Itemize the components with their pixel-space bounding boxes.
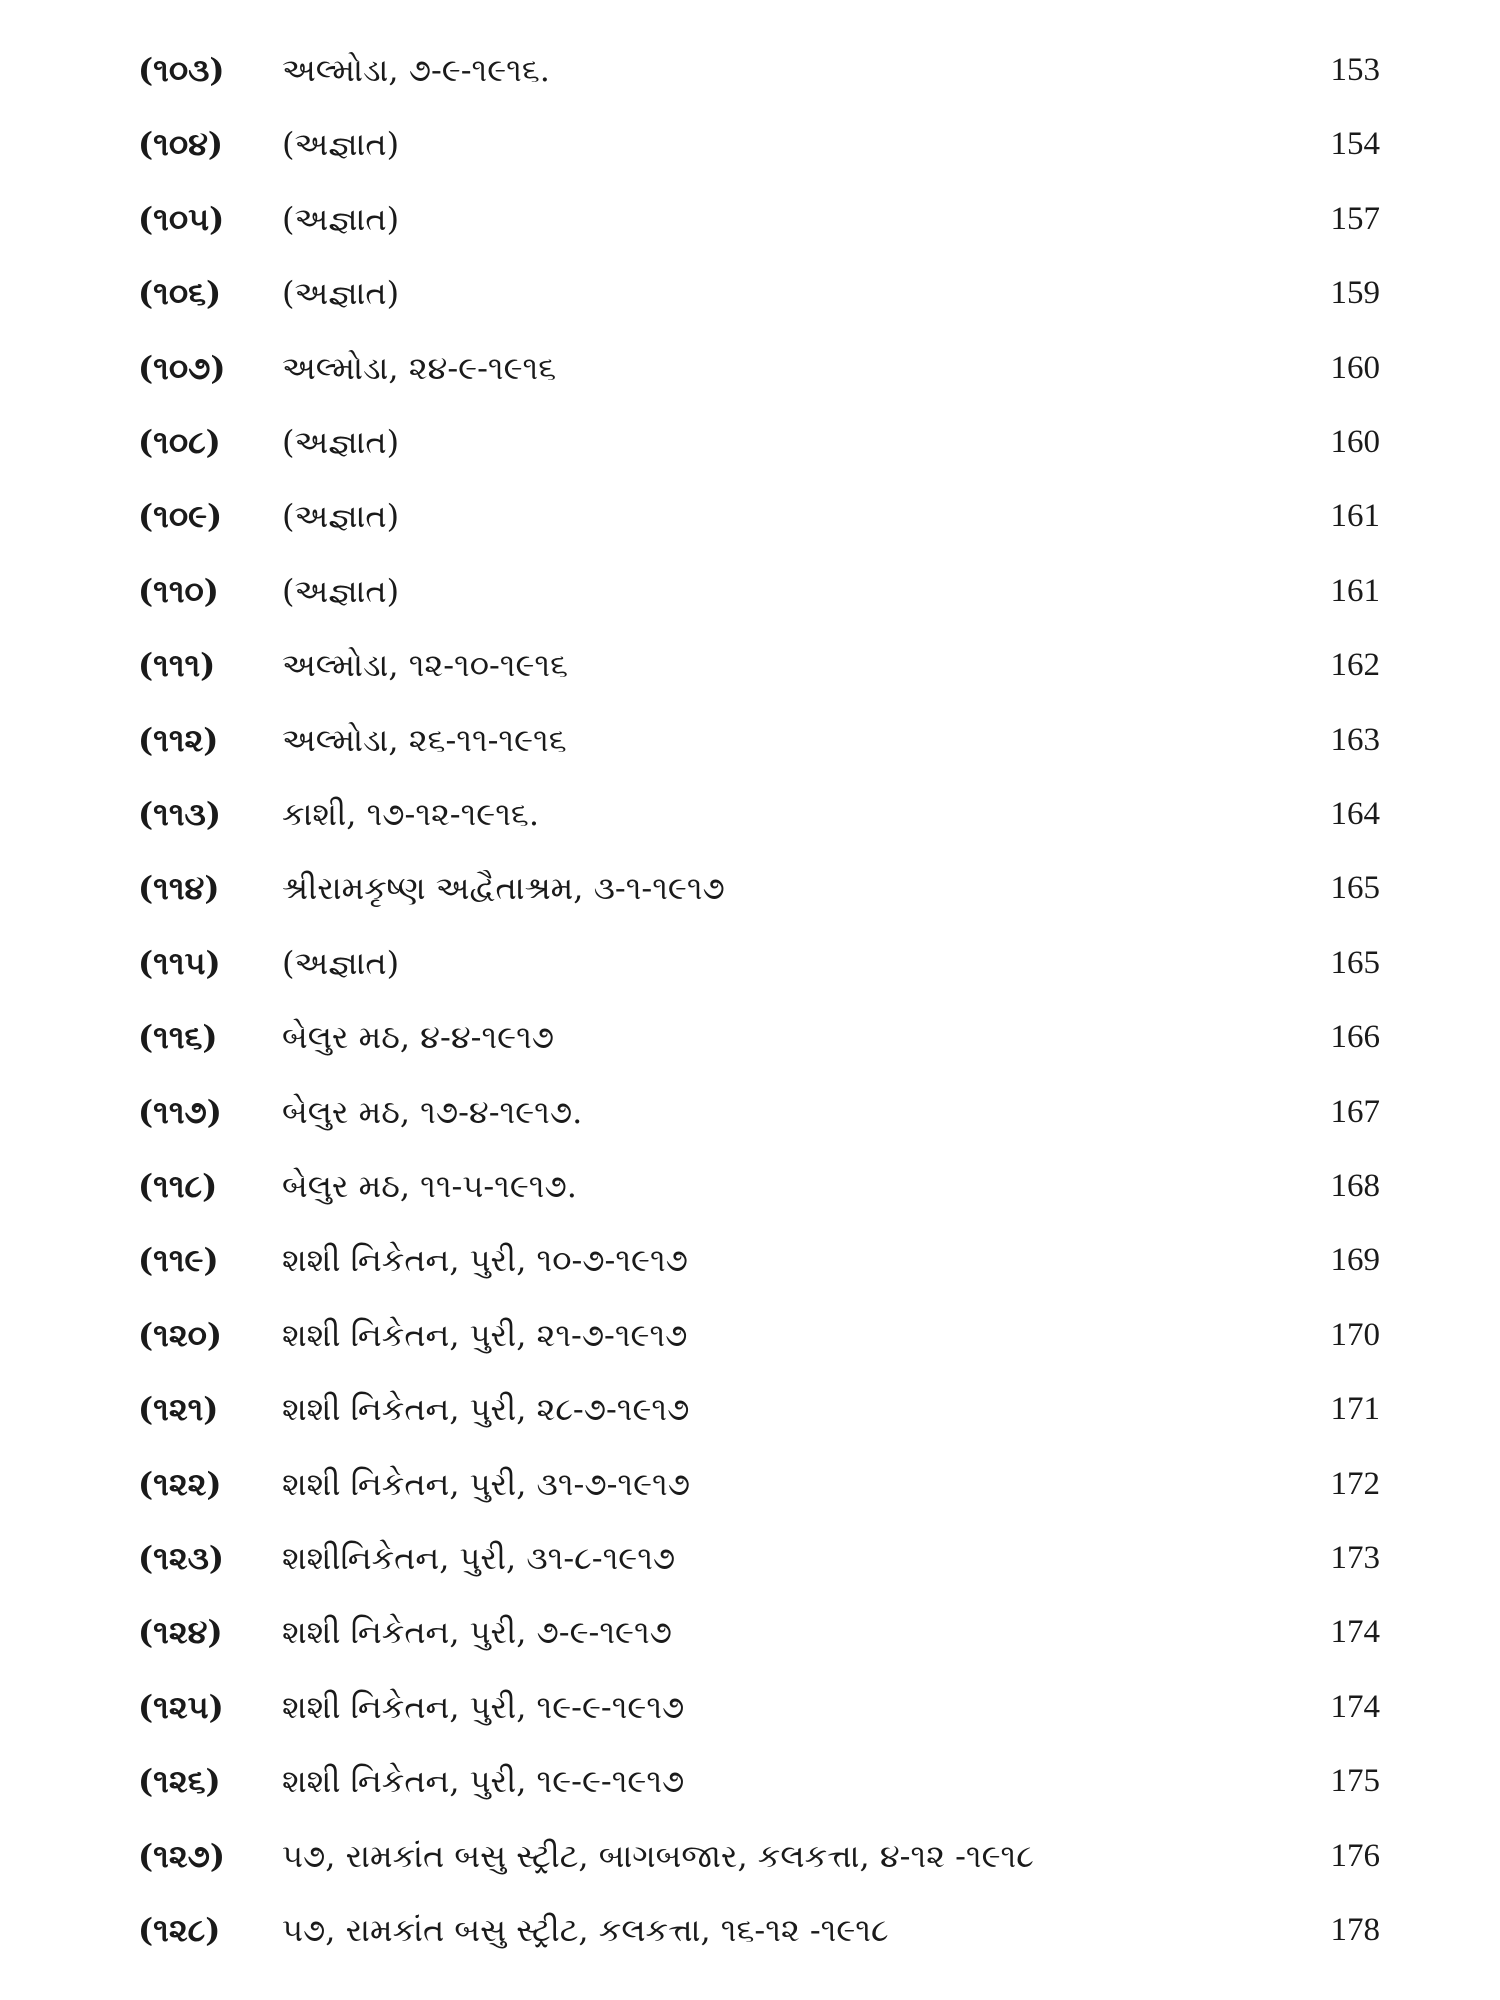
entry-title-wrap [282,858,1320,918]
dot-leader [587,1156,1310,1216]
entry-title: શશી નિકેતન, પુરી, ૭-૯-૧૯૧૭ [282,1613,672,1652]
dot-leader [735,858,1310,918]
entry-number: (૧૨૪) [138,1613,223,1652]
dot-leader [566,338,1310,398]
entry-page-number: 166 [1330,1019,1380,1056]
dot-leader [409,263,1310,323]
dot-leader [697,1305,1310,1365]
entry-title: અલ્મોડા, ૧૨-૧૦-૧૯૧૬ [282,646,569,685]
toc-entry [0,486,1500,546]
entry-page-number: 175 [1330,1763,1380,1800]
entry-number: (૧૧૯) [138,1241,219,1280]
toc-entry [0,1900,1500,1960]
entry-title: અલ્મોડા, ૨૬-૧૧-૧૯૧૬ [282,720,567,759]
dot-leader [682,1602,1310,1662]
entry-title: શ્રીરામકૃષ્ણ અદ્વૈતાશ્રમ, ૩-૧-૧૯૧૭ [282,869,725,908]
entry-title-wrap [282,1156,1320,1216]
entry-page-number: 165 [1330,870,1380,907]
dot-leader [694,1677,1310,1737]
dot-leader [549,784,1310,844]
toc-entry [0,263,1500,323]
entry-title: બેલુર મઠ, ૧૧-૫-૧૯૧૭. [282,1167,577,1205]
dot-leader [577,710,1310,770]
entry-page-number: 172 [1330,1465,1380,1502]
dot-leader [560,40,1310,100]
entry-title: ૫૭, રામકાંત બસુ સ્ટ્રીટ, બાગબજાર, કલકત્તા, ૪-૧૨ -૧૯૧૮ [282,1836,1034,1875]
entry-page-number: 161 [1330,572,1380,609]
entry-title: અલ્મોડા, ૨૪-૯-૧૯૧૬ [282,348,557,387]
toc-entry [0,561,1500,621]
entry-page-number: 153 [1330,52,1380,88]
entry-page-number: 170 [1330,1316,1380,1353]
toc-entry [0,40,1500,100]
entry-title-wrap [282,40,1320,100]
toc-entry [0,1379,1500,1439]
entry-title-wrap [282,486,1320,546]
entry-number: (૧૧૩) [138,795,221,833]
entry-title-wrap [282,784,1320,844]
entry-number: (૧૨૫) [138,1687,224,1726]
entry-title-wrap [282,1379,1320,1439]
dot-leader [409,486,1310,546]
entry-title: (અજ્ઞાત) [282,274,400,313]
entry-title-wrap [282,561,1320,621]
entry-number: (૧૦૭) [138,348,226,387]
entry-number: (૧૦૬) [138,274,222,313]
dot-leader [409,114,1310,174]
entry-title-wrap [282,1826,1320,1886]
toc-entry [0,1826,1500,1886]
entry-title: શશી નિકેતન, પુરી, ૧૯-૯-૧૯૧૭ [282,1687,685,1726]
entry-page-number: 167 [1330,1093,1380,1130]
toc-entry [0,338,1500,398]
dot-leader [592,1082,1310,1142]
entry-title: શશી નિકેતન, પુરી, ૨૧-૭-૧૯૧૭ [282,1315,688,1354]
entry-number: (૧૧૬) [138,1018,218,1057]
dot-leader [578,635,1310,695]
entry-page-number: 174 [1330,1688,1380,1725]
toc-entry [0,784,1500,844]
entry-title: (અજ્ઞાત) [282,497,400,536]
toc-entry [0,1454,1500,1514]
entry-title-wrap [282,1751,1320,1811]
dot-leader [409,561,1310,621]
entry-title-wrap [282,412,1320,472]
entry-number: (૧૦૫) [138,199,225,238]
entry-title: શશીનિકેતન, પુરી, ૩૧-૮-૧૯૧૭ [282,1539,676,1577]
entry-title-wrap [282,710,1320,770]
entry-number: (૧૧૦) [138,571,219,610]
entry-page-number: 171 [1330,1391,1380,1428]
entry-number: (૧૨૩) [138,1539,225,1577]
toc-entry [0,1230,1500,1290]
dot-leader [1044,1826,1310,1886]
entry-title: (અજ્ઞાત) [282,571,400,610]
entry-page-number: 160 [1330,349,1380,386]
entry-title: કાશી, ૧૭-૧૨-૧૯૧૬. [282,795,540,833]
dot-leader [409,412,1310,472]
entry-title-wrap [282,1900,1320,1960]
toc-entry [0,1156,1500,1216]
entry-page-number: 168 [1330,1168,1380,1204]
toc-entry [0,189,1500,249]
entry-title: શશી નિકેતન, પુરી, ૧૯-૯-૧૯૧૭ [282,1762,685,1801]
entry-page-number: 176 [1330,1837,1380,1874]
entry-title-wrap [282,1677,1320,1737]
entry-number: (૧૨૬) [138,1762,221,1801]
entry-title: શશી નિકેતન, પુરી, ૨૮-૭-૧૯૧૭ [282,1390,690,1429]
entry-page-number: 154 [1330,126,1380,163]
entry-page-number: 163 [1330,721,1380,758]
entry-page-number: 169 [1330,1242,1380,1279]
entry-title: અલ્મોડા, ૭-૯-૧૯૧૬. [282,51,550,89]
entry-page-number: 164 [1330,796,1380,832]
toc-entry [0,710,1500,770]
entry-number: (૧૨૨) [138,1464,222,1503]
entry-title: શશી નિકેતન, પુરી, ૩૧-૭-૧૯૧૭ [282,1464,690,1503]
entry-number: (૧૧૫) [138,943,221,982]
toc-entry [0,412,1500,472]
entry-number: (૧૦૩) [138,51,225,89]
entry-title-wrap [282,1602,1320,1662]
entry-title-wrap [282,1007,1320,1067]
entry-page-number: 159 [1330,275,1380,312]
dot-leader [698,1230,1310,1290]
toc-entry [0,1602,1500,1662]
toc-entry [0,858,1500,918]
entry-title-wrap [282,114,1320,174]
entry-number: (૧૧૮) [138,1167,218,1205]
entry-title: (અજ્ઞાત) [282,199,400,238]
entry-title-wrap [282,1230,1320,1290]
entry-number: (૧૧૧) [138,646,216,685]
dot-leader [699,1379,1310,1439]
entry-number: (૧૦૯) [138,497,223,536]
entry-title: (અજ્ઞાત) [282,943,400,982]
entry-number: (૧૨૧) [138,1390,219,1429]
entry-number: (૧૨૦) [138,1315,223,1354]
dot-leader [564,1007,1310,1067]
entry-title-wrap [282,189,1320,249]
entry-number: (૧૦૪) [138,125,224,164]
toc-entry [0,635,1500,695]
entry-page-number: 174 [1330,1614,1380,1651]
toc-entry [0,1007,1500,1067]
entry-page-number: 173 [1330,1540,1380,1576]
toc-entry [0,1677,1500,1737]
entry-page-number: 178 [1330,1912,1380,1948]
entry-page-number: 157 [1330,200,1380,237]
dot-leader [685,1528,1310,1588]
entry-number: (૧૧૪) [138,869,220,908]
dot-leader [899,1900,1310,1960]
entry-title-wrap [282,1528,1320,1588]
entry-number: (૧૨૮) [138,1911,221,1949]
toc-entry [0,114,1500,174]
dot-leader [700,1454,1310,1514]
entry-number: (૧૦૮) [138,423,221,461]
toc-entry [0,933,1500,993]
entry-title-wrap [282,1305,1320,1365]
entry-title: (અજ્ઞાત) [282,423,400,461]
entry-number: (૧૧૭) [138,1092,222,1131]
entry-title: શશી નિકેતન, પુરી, ૧૦-૭-૧૯૧૭ [282,1241,688,1280]
entry-title: બેલુર મઠ, ૧૭-૪-૧૯૧૭. [282,1092,583,1131]
toc-entry [0,1082,1500,1142]
entry-title-wrap [282,338,1320,398]
entry-page-number: 165 [1330,944,1380,981]
entry-title-wrap [282,635,1320,695]
entry-page-number: 160 [1330,424,1380,460]
entry-title-wrap [282,1082,1320,1142]
entry-title-wrap [282,933,1320,993]
entry-number: (૧૨૭) [138,1836,225,1875]
table-of-contents [0,40,1500,1980]
dot-leader [409,189,1310,249]
entry-title-wrap [282,1454,1320,1514]
dot-leader [409,933,1310,993]
toc-entry [0,1751,1500,1811]
entry-title: (અજ્ઞાત) [282,125,400,164]
entry-title-wrap [282,263,1320,323]
dot-leader [694,1751,1310,1811]
entry-page-number: 161 [1330,498,1380,535]
entry-number: (૧૧૨) [138,720,219,759]
entry-title: બેલુર મઠ, ૪-૪-૧૯૧૭ [282,1018,555,1057]
entry-title: ૫૭, રામકાંત બસુ સ્ટ્રીટ, કલકત્તા, ૧૬-૧૨ -૧૯૧૮ [282,1911,889,1949]
entry-page-number: 162 [1330,647,1380,684]
toc-entry [0,1528,1500,1588]
toc-entry [0,1305,1500,1365]
